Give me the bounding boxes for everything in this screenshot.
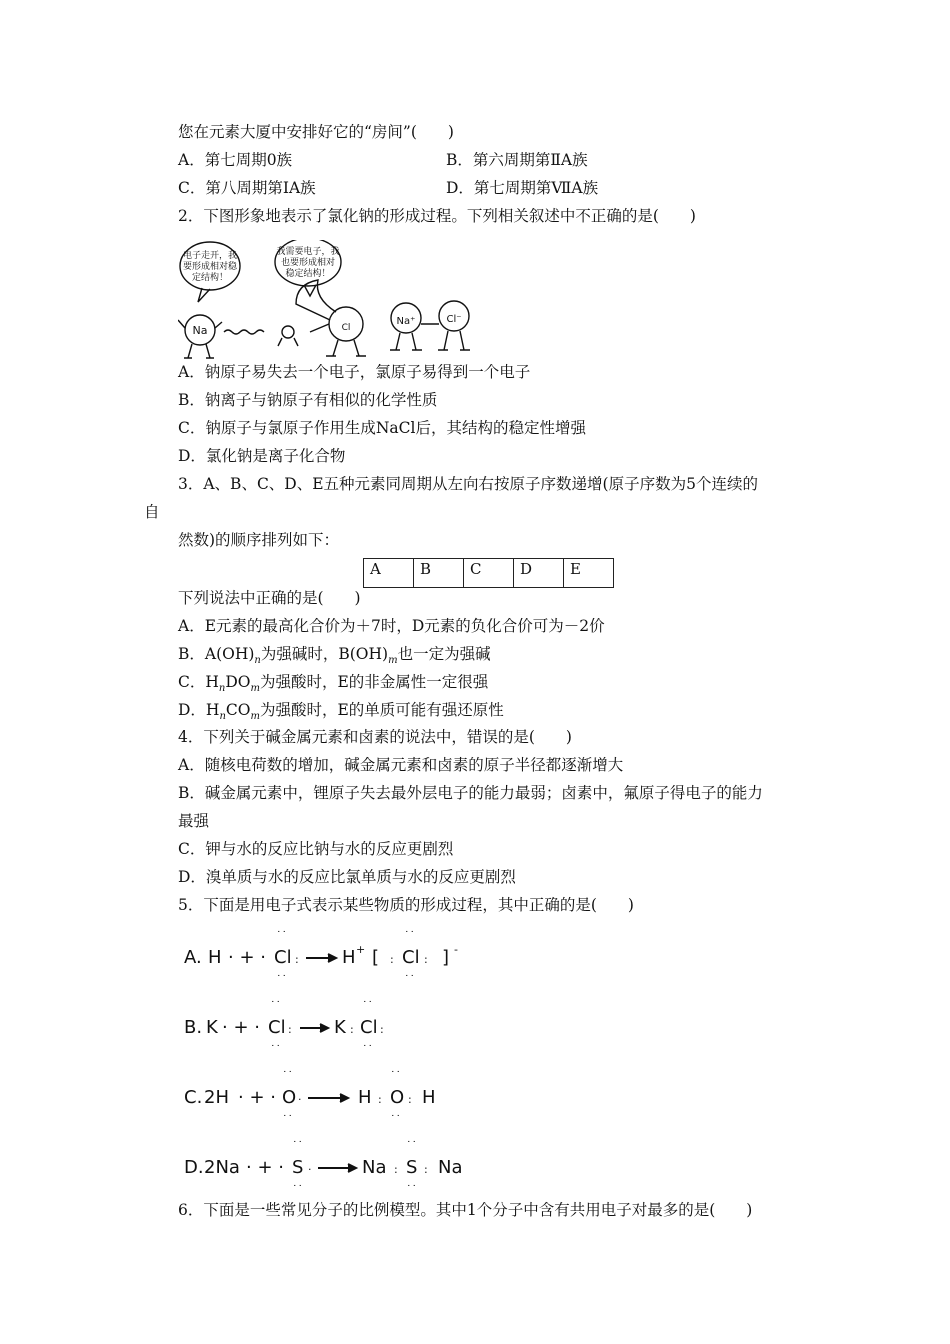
q4-option-c: C．钾与水的反应比钠与水的反应更剧烈 [178, 840, 454, 858]
svg-text:· + ·: · + · [228, 947, 266, 968]
svg-text:˙˙: ˙˙ [282, 1113, 293, 1126]
equation-d [182, 1135, 502, 1205]
svg-text:Na: Na [362, 1157, 387, 1178]
q3-option-d: D．$H_nCO_m$为强酸时，E的单质可能有强还原性 [178, 701, 504, 723]
q6-stem: 6．下面是一些常见分子的比例模型。其中1个分子中含有共用电子对最多的是( ) [178, 1201, 753, 1219]
svg-text:· + ·: · + · [222, 1017, 260, 1038]
svg-text:Cl: Cl [268, 1017, 286, 1038]
svg-text:˙˙: ˙˙ [270, 999, 281, 1012]
svg-text:2H: 2H [204, 1087, 229, 1108]
equation-b [182, 995, 502, 1065]
svg-text:˙˙: ˙˙ [390, 1069, 401, 1082]
na-ion-label: Na⁺ [396, 316, 416, 327]
bubble2-line1: 我需要电子，我 [276, 247, 340, 257]
svg-text:-: - [454, 943, 458, 956]
q2-option-d: D．氯化钠是离子化合物 [178, 447, 346, 465]
svg-text:˙˙: ˙˙ [362, 999, 373, 1012]
q3-stem-line2: 然数)的顺序排列如下： [178, 531, 340, 549]
q2-option-b: B．钠离子与钠原子有相似的化学性质 [178, 391, 438, 409]
svg-text:˙˙: ˙˙ [292, 1183, 303, 1196]
cl-ion-label: Cl⁻ [446, 314, 462, 325]
q4-option-b-line2: 最强 [178, 812, 210, 830]
q1-option-c: C．第八周期第ⅠA族 [178, 179, 316, 197]
svg-text:˙˙: ˙˙ [404, 929, 415, 942]
svg-text:˙˙: ˙˙ [282, 1069, 293, 1082]
bubble1-line3: 定结构！ [191, 273, 229, 283]
svg-text:B.: B. [184, 1017, 203, 1038]
svg-text:2Na: 2Na [204, 1157, 240, 1178]
svg-text:Na: Na [438, 1157, 463, 1178]
element-cell-d: D [514, 559, 564, 588]
svg-text::: : [288, 1023, 292, 1036]
svg-text:·: · [308, 1163, 312, 1176]
svg-text::: : [350, 1023, 354, 1036]
nacl-formation-cartoon [178, 240, 478, 362]
svg-text:H: H [208, 947, 222, 968]
q2-option-c: C．钠原子与氯原子作用生成NaCl后，其结构的稳定性增强 [178, 419, 586, 437]
svg-text:A.: A. [184, 947, 202, 968]
element-cell-c: C [464, 559, 514, 588]
svg-text::: : [424, 1163, 428, 1176]
q4-option-a: A．随核电荷数的增加，碱金属元素和卤素的原子半径都逐渐增大 [178, 756, 624, 774]
svg-text::: : [408, 1093, 412, 1106]
q2-stem: 2．下图形象地表示了氯化钠的形成过程。下列相关叙述中不正确的是( ) [178, 207, 696, 225]
svg-text:S: S [406, 1157, 418, 1178]
q4-option-d: D．溴单质与水的反应比氯单质与水的反应更剧烈 [178, 868, 516, 886]
q1-option-a: A．第七周期0族 [178, 151, 293, 169]
q1-option-d: D．第七周期第ⅦA族 [446, 179, 599, 197]
q5-stem: 5．下面是用电子式表示某些物质的形成过程，其中正确的是( ) [178, 896, 634, 914]
svg-text:O: O [282, 1087, 297, 1108]
svg-text:D.: D. [184, 1157, 204, 1178]
svg-text:C.: C. [184, 1087, 203, 1108]
q4-stem: 4．下列关于碱金属元素和卤素的说法中，错误的是( ) [178, 728, 572, 746]
q1-option-b: B．第六周期第ⅡA族 [446, 151, 588, 169]
svg-text:+: + [356, 943, 366, 956]
svg-text::: : [295, 953, 299, 966]
svg-text:K: K [334, 1017, 346, 1038]
bubble2-line3: 稳定结构！ [285, 269, 331, 279]
svg-text:˙˙: ˙˙ [276, 973, 287, 986]
svg-text:˙˙: ˙˙ [276, 929, 287, 942]
svg-text::: : [424, 953, 428, 966]
equation-c [182, 1065, 502, 1135]
svg-text:˙˙: ˙˙ [362, 1043, 373, 1056]
svg-text:Cl: Cl [274, 947, 292, 968]
svg-text:˙˙: ˙˙ [292, 1139, 303, 1152]
q3-stem-line1: 3．A、B、C、D、E五种元素同周期从左向右按原子序数递增(原子序数为5个连续的 [178, 475, 758, 493]
svg-text:˙˙: ˙˙ [270, 1043, 281, 1056]
svg-text:[: [ [372, 947, 380, 968]
svg-text:· + ·: · + · [238, 1087, 276, 1108]
svg-text:˙˙: ˙˙ [406, 1183, 417, 1196]
na-atom-label: Na [192, 324, 208, 337]
svg-text:˙˙: ˙˙ [390, 1113, 401, 1126]
q4-option-b-line1: B．碱金属元素中，锂原子失去最外层电子的能力最弱；卤素中，氟原子得电子的能力 [178, 784, 763, 802]
svg-text:Cl: Cl [360, 1017, 378, 1038]
element-cell-b: B [414, 559, 464, 588]
q3-option-b: B．$A(OH)_n$为强碱时，$B(OH)_m$也一定为强碱 [178, 645, 491, 667]
q1-stem: 您在元素大厦中安排好它的“房间”( ) [178, 123, 454, 141]
bubble1-line1: 电子走开，我 [182, 251, 238, 261]
q3-stem-wrap: 自 [144, 503, 160, 521]
element-order-table [363, 558, 614, 588]
bubble1-line2: 要形成相对稳 [182, 262, 238, 272]
bubble2-line2: 也要形成相对 [280, 258, 336, 268]
cl-atom-label: Cl [341, 323, 351, 333]
svg-text::: : [380, 1023, 384, 1036]
svg-text:]: ] [442, 947, 450, 968]
svg-text:˙˙: ˙˙ [406, 1139, 417, 1152]
svg-text:H: H [422, 1087, 436, 1108]
svg-text::: : [390, 953, 394, 966]
svg-text:˙˙: ˙˙ [404, 973, 415, 986]
svg-text:S: S [292, 1157, 304, 1178]
q2-option-a: A．钠原子易失去一个电子，氯原子易得到一个电子 [178, 363, 531, 381]
svg-text:O: O [390, 1087, 405, 1108]
svg-text:Cl: Cl [402, 947, 420, 968]
svg-text:·: · [298, 1093, 302, 1106]
element-cell-a: A [364, 559, 414, 588]
svg-text::: : [394, 1163, 398, 1176]
q3-option-a: A．E元素的最高化合价为＋7时，D元素的负化合价可为－2价 [178, 617, 605, 635]
svg-text:· + ·: · + · [246, 1157, 284, 1178]
element-cell-e: E [564, 559, 614, 588]
equation-a [182, 925, 502, 995]
svg-text::: : [378, 1093, 382, 1106]
svg-text:H: H [342, 947, 356, 968]
svg-text:K: K [206, 1017, 218, 1038]
q3-option-c: C．$H_nDO_m$为强酸时，E的非金属性一定很强 [178, 673, 489, 695]
svg-text:H: H [358, 1087, 372, 1108]
q3-prompt: 下列说法中正确的是( ) [178, 589, 361, 607]
